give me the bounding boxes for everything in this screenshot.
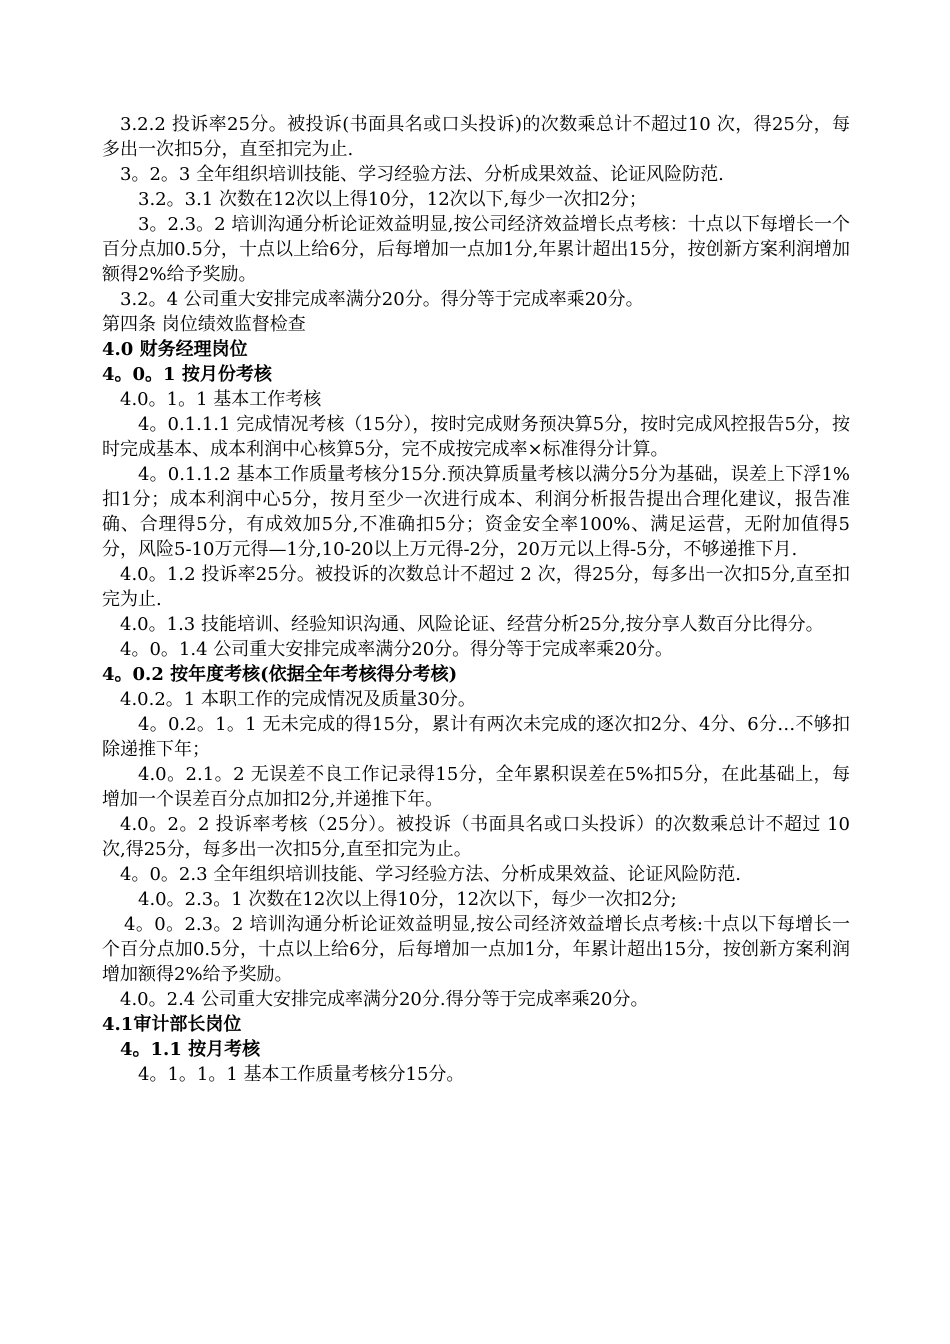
article-heading: 第四条 岗位绩效监督检查 (102, 314, 306, 335)
paragraph-3-2-3: 3。2。3 全年组织培训技能、学习经验方法、分析成果效益、论证风险防范. (120, 164, 724, 185)
paragraph-4-0-1-1-2: 4。0.1.1.2 基本工作质量考核分15分.预决算质量考核以满分5分为基础，误差上下浮1%扣1分；成本利润中心5分，按月至少一次进行成本、利润分析报告提出合理化建议，报告准确、合理得5分，有成效加5分,不准确扣5分；资金安全率100%、满足运营，无附加值得5分，风险5-10万元得—1分,10-20以上万元得-2分，20万元以上得-5分，不够递推下月. (102, 464, 850, 560)
paragraph-4-0-2-4: 4.0。2.4 公司重大安排完成率满分20分.得分等于完成率乘20分。 (120, 989, 649, 1010)
paragraph-4-0-1-1: 4.0。1。1 基本工作考核 (120, 389, 322, 410)
paragraph-4-0-2-1-1: 4。0.2。1。1 无未完成的得15分，累计有两次未完成的逐次扣2分、4分、6分…不够扣除递推下年； (102, 714, 850, 760)
subsection-heading-4-0-1: 4。0。1 按月份考核 (102, 364, 272, 385)
paragraph-4-1-1-1: 4。1。1。1 基本工作质量考核分15分。 (138, 1064, 465, 1085)
paragraph-4-0-1-1-1: 4。0.1.1.1 完成情况考核（15分），按时完成财务预决算5分，按时完成风控报告5分，按时完成基本、成本利润中心核算5分，完不成按完成率×标准得分计算。 (102, 414, 850, 460)
subsection-heading-4-0-2: 4。0.2 按年度考核(依据全年考核得分考核) (102, 664, 458, 685)
subsection-heading-4-1-1: 4。1.1 按月考核 (120, 1039, 261, 1060)
paragraph-4-0-2-3-2: 4。0。2.3。2 培训沟通分析论证效益明显,按公司经济效益增长点考核:十点以下每增长一个百分点加0.5分，十点以上给6分，后每增加一点加1分，年累计超出15分，按创新方案利润增加额得2%给予奖励。 (102, 914, 850, 985)
paragraph-4-0-1-2: 4.0。1.2 投诉率25分。被投诉的次数总计不超过 2 次，得25分，每多出一次扣5分,直至扣完为止. (102, 564, 850, 610)
paragraph-4-0-2-3: 4。0。2.3 全年组织培训技能、学习经验方法、分析成果效益、论证风险防范. (120, 864, 741, 885)
section-heading-4-0: 4.0 财务经理岗位 (102, 339, 248, 360)
paragraph-4-0-2-1-2: 4.0。2.1。2 无误差不良工作记录得15分，全年累积误差在5%扣5分，在此基础上，每增加一个误差百分点加扣2分,并递推下年。 (102, 764, 850, 810)
section-heading-4-1: 4.1审计部长岗位 (102, 1014, 242, 1035)
paragraph-3-2-4: 3.2。4 公司重大安排完成率满分20分。得分等于完成率乘20分。 (120, 289, 644, 310)
paragraph-4-0-1-3: 4.0。1.3 技能培训、经验知识沟通、风险论证、经营分析25分,按分享人数百分比得分。 (120, 614, 824, 635)
paragraph-3-2-2: 3.2.2 投诉率25分。被投诉(书面具名或口头投诉)的次数乘总计不超过10 次，得25分，每多出一次扣5分，直至扣完为止. (102, 114, 850, 160)
paragraph-3-2-3-2: 3。2.3。2 培训沟通分析论证效益明显,按公司经济效益增长点考核：十点以下每增长一个百分点加0.5分，十点以上给6分，后每增加一点加1分,年累计超出15分，按创新方案利润增加额得2%给予奖励。 (102, 214, 850, 285)
paragraph-3-2-3-1: 3.2。3.1 次数在12次以上得10分，12次以下,每少一次扣2分； (138, 189, 647, 210)
paragraph-4-0-1-4: 4。0。1.4 公司重大安排完成率满分20分。得分等于完成率乘20分。 (120, 639, 674, 660)
paragraph-4-0-2-3-1: 4.0。2.3。1 次数在12次以上得10分，12次以下，每少一次扣2分; (138, 889, 677, 910)
paragraph-4-0-2-2: 4.0。2。2 投诉率考核（25分）。被投诉（书面具名或口头投诉）的次数乘总计不超过 10 次,得25分，每多出一次扣5分,直至扣完为止。 (102, 814, 850, 860)
paragraph-4-0-2-1: 4.0.2。1 本职工作的完成情况及质量30分。 (120, 689, 476, 710)
